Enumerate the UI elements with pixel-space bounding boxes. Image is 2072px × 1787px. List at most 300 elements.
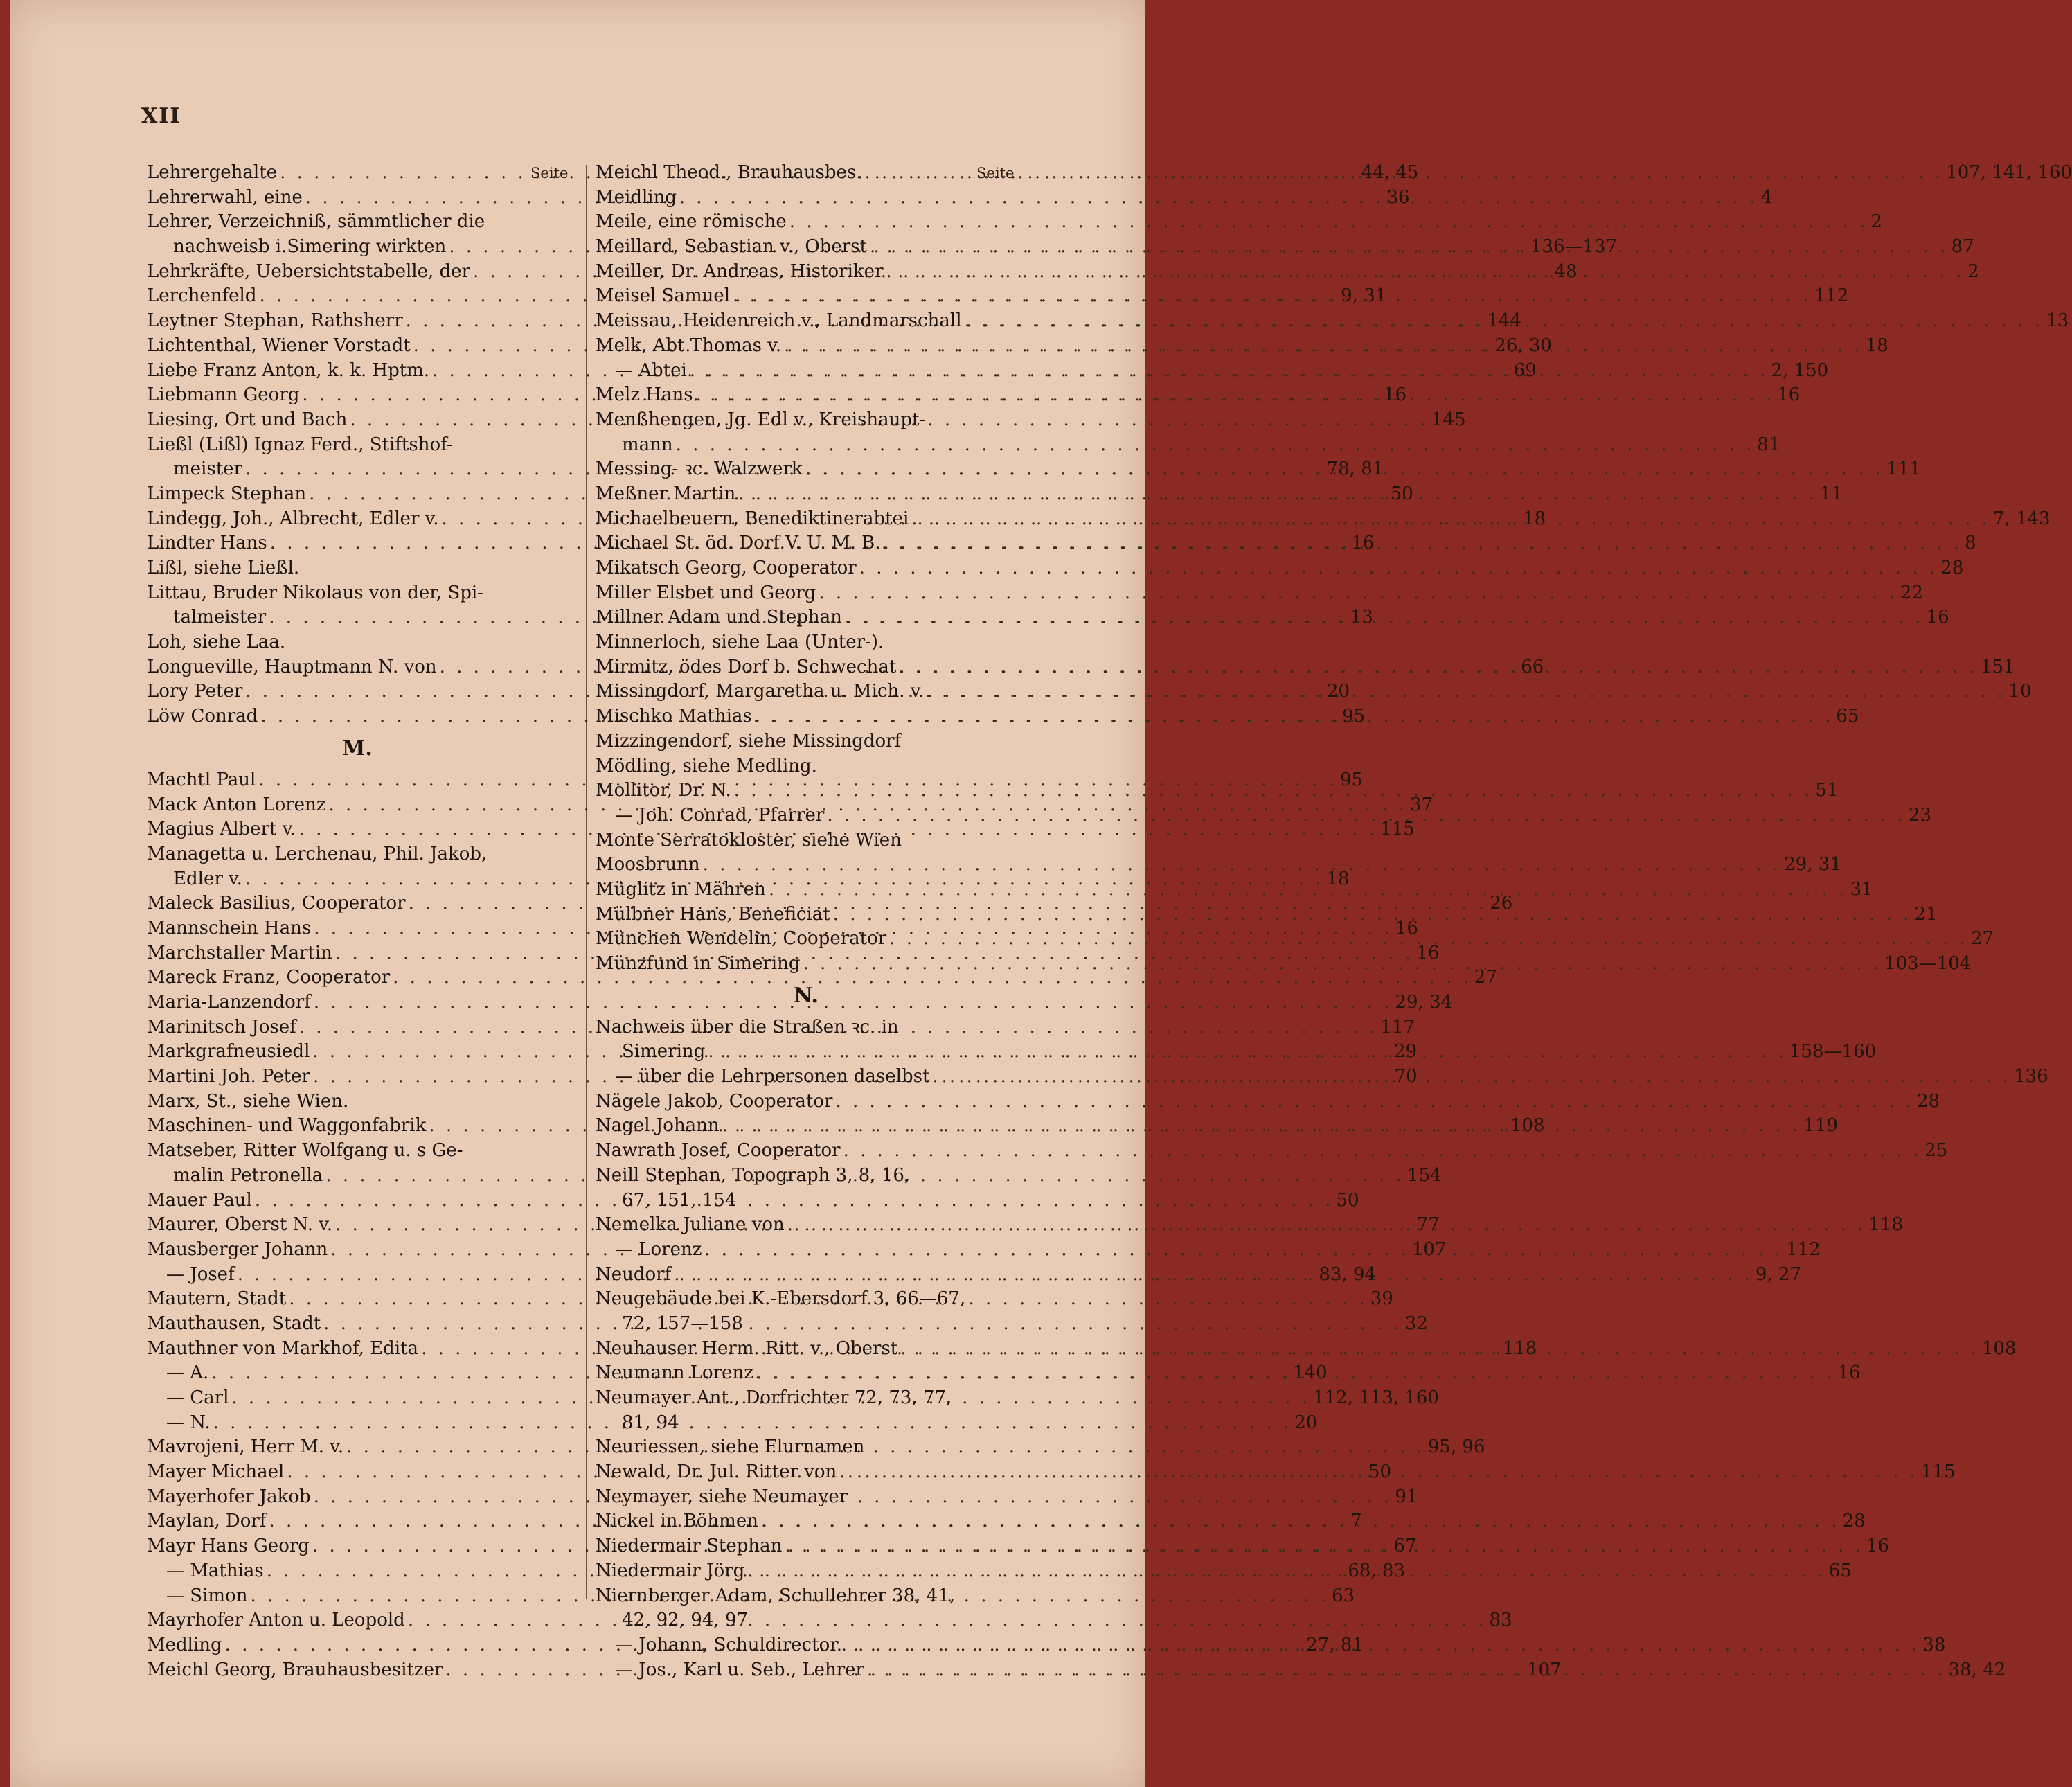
entry-pages: 13 <box>1350 607 1373 628</box>
entry-name: Mizzingendorf, siehe Missingdorf <box>596 730 902 752</box>
entry-name: Medling <box>147 1634 222 1655</box>
index-entry <box>596 1287 1017 1312</box>
entry-pages: 95, 96 <box>1427 1437 1485 1458</box>
entry-pages: 48 <box>1554 260 1578 282</box>
leader-dots <box>870 235 1949 260</box>
index-entry <box>147 210 568 235</box>
entry-name: — Jos., Karl u. Seb., Lehrer <box>615 1659 864 1680</box>
entry-pages: 29, 34 <box>1395 992 1453 1013</box>
entry-name: Münzfund in Simering <box>596 953 801 974</box>
entry-name: — Simon <box>166 1585 248 1606</box>
entry-name: Neill Stephan, Topograph 3, 8, 16, <box>596 1164 911 1186</box>
leader-dots <box>886 260 1965 285</box>
entry-name: Liebmann Georg <box>147 384 300 406</box>
entry-name: Minnerloch, siehe Laa (Unter-). <box>596 632 884 653</box>
index-entry <box>596 1139 1948 1164</box>
entry-name: Maylan, Dorf <box>147 1511 267 1532</box>
entry-pages: 26, 30 <box>1494 335 1552 356</box>
entry-name: Longueville, Hauptmann N. von <box>147 656 437 677</box>
leader-dots <box>867 1658 1946 1683</box>
entry-name: Millner Adam und Stephan <box>596 607 842 628</box>
leader-dots <box>841 1633 1920 1658</box>
entry-pages: 91 <box>1395 1486 1418 1507</box>
entry-pages: 81 <box>1757 434 1780 455</box>
index-entry <box>147 581 568 606</box>
leader-dots <box>865 161 1944 186</box>
entry-pages: 140 <box>1292 1362 1328 1384</box>
leader-dots <box>883 531 1962 556</box>
leader-dots <box>738 482 1817 507</box>
entry-pages: 38 <box>1922 1634 1946 1655</box>
entry-pages: 18 <box>1326 868 1350 889</box>
entry-name: Michael St. öd. Dorf V. U. M. B. <box>596 533 881 554</box>
leader-dots <box>789 210 1868 235</box>
entry-pages: 83, 94 <box>1319 1263 1377 1285</box>
entry-pages: 145 <box>1431 409 1466 430</box>
entry-pages: 2 <box>1967 260 1979 282</box>
index-entry <box>596 210 1882 235</box>
leader-dots <box>761 1509 1840 1534</box>
entry-pages: 107, 141, 160 <box>1946 162 2072 183</box>
entry-pages: 70 <box>1394 1066 1418 1087</box>
leader-dots <box>679 186 1758 211</box>
leader-dots <box>911 507 1990 532</box>
entry-name: Limpeck Stephan <box>147 483 307 504</box>
leader-dots <box>756 1361 1835 1386</box>
entry-pages: 26 <box>1490 893 1513 914</box>
entry-pages: 67 <box>1393 1536 1417 1557</box>
seite-label-right: Seite <box>976 165 1015 181</box>
entry-name: Meichl Georg, Brauhausbesitzer <box>147 1659 443 1680</box>
entry-name: Markgrafneusiedl <box>147 1041 310 1063</box>
entry-name: Meillard, Sebastian v., Oberst <box>596 236 867 258</box>
entry-name: Marchstaller Martin <box>147 942 332 963</box>
entry-pages: 95 <box>1341 706 1366 727</box>
entry-pages: 39 <box>1370 1288 1393 1310</box>
entry-pages: 103—104 <box>1884 953 1972 974</box>
entry-name: Managetta u. Lerchenau, Phil. Jakob, <box>147 843 488 864</box>
entry-pages: 18 <box>1865 335 1888 356</box>
leader-dots <box>733 284 1812 309</box>
entry-pages: 66 <box>1521 656 1544 677</box>
entry-pages: 38, 42 <box>1948 1659 2006 1680</box>
entry-pages: 119 <box>1803 1115 1838 1137</box>
entry-name: Michaelbeuern, Benediktinerabtei <box>596 508 909 529</box>
entry-name: Magius Albert v. <box>147 819 296 840</box>
entry-name: Mauthner von Markhof, Edita <box>147 1337 419 1359</box>
leader-dots <box>889 927 1968 952</box>
entry-name: München Wendelin, Cooperator <box>596 928 887 950</box>
entry-name: Nachweis über die Straßen ꝛc. in <box>596 1016 899 1038</box>
index-entry <box>147 1139 568 1164</box>
entry-pages: 32 <box>1404 1313 1428 1334</box>
entry-name: Melk, Abt Thomas v. <box>596 335 782 356</box>
index-entry <box>596 828 1017 853</box>
index-entry <box>596 1090 1940 1114</box>
entry-name: Neugebäude bei K.-Ebersdorf 3, 66—67, <box>596 1288 966 1310</box>
entry-name: Nawrath Josef, Cooperator <box>596 1140 841 1162</box>
entry-name: Martini Joh. Peter <box>147 1066 310 1087</box>
entry-pages: 107 <box>1527 1659 1562 1680</box>
entry-name: Mülbner Hans, Beneficiat <box>596 903 830 925</box>
index-entry <box>596 1189 1017 1213</box>
entry-name: — über die Lehrpersonen daselbst <box>615 1066 930 1087</box>
entry-name: Mirmitz, ödes Dorf b. Schwechat <box>596 656 897 677</box>
entry-pages: 108 <box>1510 1115 1545 1137</box>
entry-name: — Carl <box>166 1387 229 1408</box>
entry-pages: 108 <box>1981 1337 2017 1359</box>
entry-pages: 37 <box>1410 794 1434 815</box>
entry-pages: 151 <box>1980 656 2015 677</box>
entry-name: Maria-Lanzendorf <box>147 992 311 1013</box>
entry-pages: 65 <box>1828 1560 1852 1581</box>
leader-dots <box>785 1534 1864 1559</box>
entry-name: Nemelka Juliane von <box>596 1214 785 1236</box>
entry-pages: 112 <box>1814 285 1849 307</box>
entry-pages: 16 <box>1395 917 1418 939</box>
leader-dots <box>900 1337 1979 1362</box>
entry-pages: 18 <box>1523 508 1546 529</box>
entry-name: Neumann Lorenz <box>596 1362 753 1384</box>
entry-name: Machtl Paul <box>147 769 256 790</box>
index-entry <box>596 1584 1017 1609</box>
entry-pages: 112, 113, 160 <box>1313 1387 1439 1408</box>
leader-dots <box>859 556 1938 581</box>
entry-name: Simering <box>622 1041 706 1063</box>
leader-dots <box>708 1040 1787 1065</box>
entry-pages: 20 <box>1326 681 1350 702</box>
index-entry <box>147 630 568 655</box>
index-entry <box>596 729 1017 754</box>
entry-name: Nickel in Böhmen <box>596 1511 758 1532</box>
entry-pages: 83 <box>1489 1610 1512 1631</box>
entry-pages: 2, 150 <box>1771 359 1829 381</box>
leader-dots <box>787 1213 1866 1238</box>
entry-name: — Joh. Conrad, Pfarrer <box>615 804 825 826</box>
entry-name: Monte Serratokloster, siehe Wien <box>596 829 902 851</box>
entry-pages: 23 <box>1908 804 1932 826</box>
entry-pages: 95 <box>1339 769 1364 790</box>
entry-pages: 28 <box>1917 1090 1940 1112</box>
leader-dots <box>843 1139 1922 1164</box>
entry-pages: 7 <box>1350 1511 1362 1532</box>
entry-pages: 158—160 <box>1789 1041 1877 1063</box>
entry-pages: 144 <box>1487 310 1521 332</box>
entry-pages: 50 <box>1390 483 1413 504</box>
index-entry <box>147 990 1453 1015</box>
index-entry <box>147 433 568 458</box>
entry-pages: 16 <box>1777 384 1801 406</box>
index-entry <box>596 1435 1017 1460</box>
entry-name: Niedermair Stephan <box>596 1536 783 1557</box>
index-entry <box>147 966 1497 990</box>
index-entry <box>596 1509 1866 1534</box>
entry-pages: 10 <box>2008 681 2032 702</box>
entry-pages: 36 <box>1386 186 1410 208</box>
entry-name: Mayr Hans Georg <box>147 1536 310 1557</box>
entry-pages: 68, 83 <box>1348 1560 1406 1581</box>
entry-name: Mayerhofer Jakob <box>147 1486 311 1507</box>
index-entry <box>596 1164 1017 1189</box>
entry-name: Mautern, Stadt <box>147 1288 287 1310</box>
seite-label-left: Seite <box>530 165 569 181</box>
index-entry <box>596 630 1017 655</box>
entry-name: 81, 94 <box>622 1412 679 1433</box>
entry-name: Loh, siehe Laa. <box>147 632 286 653</box>
entry-name: Mödling, siehe Medling. <box>596 755 817 776</box>
entry-pages: 28 <box>1940 558 1964 578</box>
entry-name: Lehrerwahl, eine <box>147 186 303 208</box>
entry-name: Neumayer Ant., Dorfrichter 72, 73, 77, <box>596 1387 952 1408</box>
entry-pages: 50 <box>1336 1189 1359 1211</box>
entry-name: Mauer Paul <box>147 1189 252 1211</box>
leader-dots <box>839 1460 1918 1485</box>
entry-name: Niernberger Adam, Schullehrer 38, 41, <box>596 1585 956 1606</box>
leader-dots <box>899 655 1978 680</box>
entry-name: — Josef <box>166 1263 235 1285</box>
entry-pages: 50 <box>1368 1461 1392 1483</box>
entry-name: Messing- ꝛc. Walzwerk <box>596 459 803 480</box>
entry-pages: 107 <box>1411 1238 1447 1260</box>
entry-name: Ließl (Lißl) Ignaz Ferd., Stiftshof- <box>147 434 453 455</box>
index-entry <box>596 1485 1017 1510</box>
leader-dots <box>827 803 1906 828</box>
entry-pages: 9, 27 <box>1755 1263 1802 1285</box>
leader-dots <box>703 853 1782 878</box>
entry-name: meister <box>173 459 242 480</box>
entry-name: Mischko Mathias <box>596 706 752 727</box>
leader-dots <box>927 679 2006 704</box>
entry-pages: 31 <box>1850 878 1873 900</box>
entry-pages: 21 <box>1914 903 1938 925</box>
leader-dots <box>805 457 1884 482</box>
entry-pages: 16 <box>1416 942 1440 963</box>
entry-name: — A. <box>166 1362 209 1384</box>
leader-dots <box>690 359 1769 384</box>
entry-name: — Johann, Schuldirector <box>615 1634 839 1655</box>
entry-name: — Lorenz <box>615 1238 702 1260</box>
entry-name: Meile, eine römische <box>596 211 787 233</box>
entry-name: — Mathias <box>166 1560 264 1581</box>
entry-pages: 11 <box>1819 483 1843 504</box>
entry-name: Meichl Theod., Brauhausbes. <box>596 162 862 183</box>
entry-pages: 16 <box>1866 1536 1890 1557</box>
entry-pages: 27, 81 <box>1306 1634 1364 1655</box>
entry-name: Lichtenthal, Wiener Vorstadt <box>147 335 411 356</box>
entry-pages: 44, 45 <box>1361 162 1419 183</box>
entry-pages: 115 <box>1380 819 1415 840</box>
entry-pages: 117 <box>1380 1016 1415 1038</box>
entry-pages: 2 <box>1870 211 1882 233</box>
leader-dots <box>674 1263 1753 1288</box>
entry-name: — Abtei <box>615 359 687 381</box>
entry-name: Mannschein Hans <box>147 917 312 939</box>
entry-name: Mauthausen, Stadt <box>147 1313 321 1334</box>
entry-name: Mausberger Johann <box>147 1238 328 1260</box>
leader-dots <box>755 704 1834 729</box>
entry-pages: 16 <box>1351 533 1375 554</box>
leader-dots <box>769 878 1848 903</box>
entry-pages: 118 <box>1868 1214 1904 1236</box>
entry-name: Niedermair Jörg <box>596 1560 745 1581</box>
entry-name: Neudorf <box>596 1263 672 1285</box>
entry-name: Lehrer, Verzeichniß, sämmtlicher die <box>147 211 485 233</box>
entry-name: Matseber, Ritter Wolfgang u. s Ge- <box>147 1140 463 1162</box>
entry-name: 67, 151, 154 <box>622 1189 737 1211</box>
entry-pages: 77 <box>1416 1214 1440 1236</box>
index-entry <box>596 1411 1017 1436</box>
entry-pages: 29, 31 <box>1784 854 1841 875</box>
index-entry <box>596 1312 1017 1337</box>
entry-pages: 111 <box>1886 459 1921 480</box>
entry-pages: 8 <box>1965 533 1976 554</box>
entry-pages: 136 <box>2014 1066 2048 1087</box>
entry-pages: 25 <box>1924 1140 1948 1162</box>
entry-pages: 16 <box>1926 607 1949 628</box>
entry-name: Newald, Dr. Jul. Ritter von <box>596 1461 837 1483</box>
index-entry <box>596 433 1780 458</box>
entry-pages: 22 <box>1900 582 1924 603</box>
entry-pages: 27 <box>1474 967 1497 988</box>
entry-name: Lerchenfeld <box>147 285 257 307</box>
entry-name: Lindter Hans <box>147 533 267 554</box>
entry-name: Liebe Franz Anton, k. k. Hptm. <box>147 359 430 381</box>
entry-name: Meidling <box>596 186 677 208</box>
entry-name: Mack Anton Lorenz <box>147 794 326 815</box>
index-entry <box>596 1015 1017 1040</box>
entry-name: Lory Peter <box>147 681 243 702</box>
entry-name: nachweisb i.Simering wirkten <box>173 236 447 258</box>
entry-name: talmeister <box>173 607 267 628</box>
index-entry <box>147 1090 568 1114</box>
entry-name: Maleck Basilius, Cooperator <box>147 893 406 914</box>
leader-dots <box>845 605 1924 630</box>
entry-name: Mavrojeni, Herr M. v. <box>147 1437 344 1458</box>
entry-name: Menßhengen, Jg. Edl v., Kreishaupt- <box>596 409 926 430</box>
leader-dots <box>722 1114 1801 1139</box>
entry-name: Neuriessen, siehe Flurnamen <box>596 1437 865 1458</box>
index-entry <box>596 754 1017 779</box>
entry-name: Mareck Franz, Cooperator <box>147 967 391 988</box>
entry-name: Mayrhofer Anton u. Leopold <box>147 1610 405 1631</box>
entry-pages: 118 <box>1502 1337 1537 1359</box>
entry-name: Maurer, Oberst N. v. <box>147 1214 333 1236</box>
entry-name: Nägele Jakob, Cooperator <box>596 1090 833 1112</box>
index-entry <box>596 853 1841 878</box>
leader-dots <box>965 309 2044 334</box>
entry-name: malin Petronella <box>173 1164 323 1186</box>
leader-dots <box>819 581 1897 606</box>
entry-name: Miller Elsbet und Georg <box>596 582 816 603</box>
entry-name: Neymayer, siehe Neumayer <box>596 1486 848 1507</box>
entry-pages: 28 <box>1842 1511 1866 1532</box>
entry-name: Littau, Bruder Nikolaus von der, Spi- <box>147 582 483 603</box>
entry-name: Meiller, Dr. Andreas, Historiker <box>596 260 884 282</box>
entry-pages: 7, 143 <box>1992 508 2051 529</box>
entry-name: Lehrergehalte <box>147 162 278 183</box>
entry-pages: 65 <box>1836 706 1859 727</box>
entry-pages: 69 <box>1513 359 1537 381</box>
leader-dots <box>747 1559 1826 1584</box>
entry-name: Meßner Martin <box>596 483 736 504</box>
index-entry <box>147 842 568 867</box>
entry-name: 72, 157—158 <box>622 1313 743 1334</box>
entry-pages: 63 <box>1332 1585 1355 1606</box>
entry-name: Löw Conrad <box>147 706 258 727</box>
section-heading-m: M. <box>342 736 373 761</box>
entry-pages: 78, 81 <box>1326 459 1384 480</box>
entry-name: Lißl, siehe Ließl. <box>147 558 300 578</box>
leader-dots <box>734 779 1813 803</box>
entry-name: Mikatsch Georg, Cooperator <box>596 558 857 578</box>
entry-name: Lehrkräfte, Uebersichtstabelle, der <box>147 260 470 282</box>
entry-pages: 9, 31 <box>1341 285 1387 307</box>
entry-name: Melz Hans <box>596 384 693 406</box>
entry-name: Leytner Stephan, Rathsherr <box>147 310 403 332</box>
page-number: XII <box>141 104 181 128</box>
entry-name: mann <box>622 434 673 455</box>
index-entry <box>147 556 568 581</box>
entry-name: Liesing, Ort und Bach <box>147 409 348 430</box>
entry-name: 42, 92, 94, 97 <box>622 1610 748 1631</box>
entry-pages: 16 <box>1837 1362 1861 1384</box>
leader-dots <box>803 952 1882 977</box>
entry-name: Nagel Johann <box>596 1115 720 1137</box>
entry-name: Marx, St., siehe Wien. <box>147 1090 349 1112</box>
leader-dots <box>704 1238 1783 1263</box>
entry-pages: 115 <box>1920 1461 1956 1483</box>
leader-dots <box>932 1065 2011 1090</box>
section-heading-n: N. <box>794 983 819 1008</box>
entry-name: Mayer Michael <box>147 1461 285 1483</box>
index-entry <box>596 581 1924 606</box>
entry-name: Moosbrunn <box>596 854 700 875</box>
leader-dots <box>835 1090 1914 1114</box>
entry-pages: 87 <box>1951 236 1974 258</box>
entry-name: Missingdorf, Margaretha u. Mich. v. <box>596 681 925 702</box>
entry-pages: 20 <box>1294 1412 1318 1433</box>
entry-name: Meisel Samuel <box>596 285 731 307</box>
entry-pages: 27 <box>1970 928 1994 950</box>
leader-dots <box>696 383 1775 408</box>
entry-pages: 13 <box>2046 310 2069 332</box>
entry-name: Mollitor, Dr. N. <box>596 780 731 801</box>
entry-name: Edler v. <box>173 868 242 889</box>
leader-dots <box>833 903 1912 927</box>
entry-pages: 4 <box>1760 186 1773 208</box>
index-entry <box>596 408 1017 433</box>
index-entry <box>596 1386 1017 1411</box>
entry-pages: 136—137 <box>1530 236 1618 258</box>
entry-name: Marinitsch Josef <box>147 1016 296 1038</box>
entry-name: Maschinen- und Waggonfabrik <box>147 1115 427 1137</box>
entry-name: Neuhauser Herm. Ritt. v., Oberst <box>596 1337 898 1359</box>
entry-name: Lindegg, Joh., Albrecht, Edler v. <box>147 508 439 529</box>
entry-name: Müglitz in Mähren <box>596 878 766 900</box>
entry-pages: 51 <box>1815 780 1839 801</box>
entry-pages: 16 <box>1384 384 1407 406</box>
entry-pages: 29 <box>1394 1041 1418 1063</box>
entry-name: Meissau, Heidenreich v., Landmarschall <box>596 310 962 332</box>
index-entry <box>596 556 1964 581</box>
book-page <box>10 0 2072 1787</box>
leader-dots <box>676 433 1755 458</box>
index-entry <box>596 1608 1017 1633</box>
leader-dots <box>784 334 1863 359</box>
entry-pages: 112 <box>1786 1238 1821 1260</box>
index-entry <box>596 383 1801 408</box>
entry-name: — N. <box>166 1412 211 1433</box>
